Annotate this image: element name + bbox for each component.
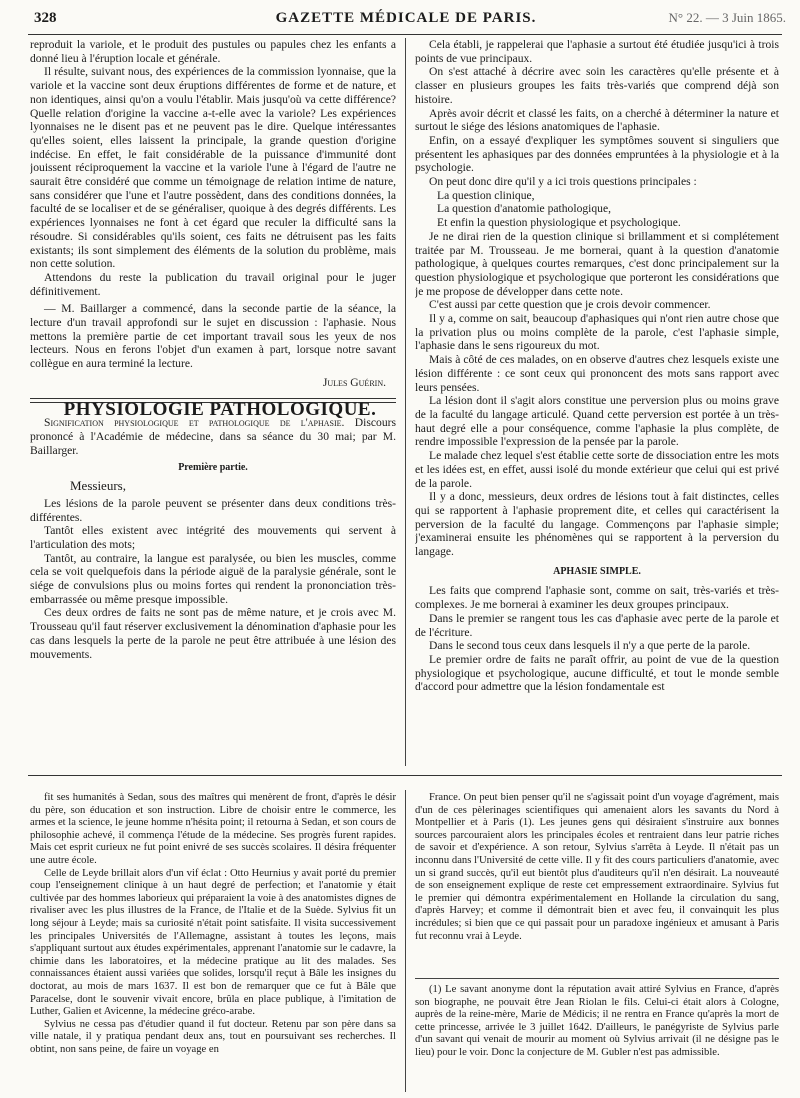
paragraph: Celle de Leyde brillait alors d'un vif éclat : Otto Heurnius y avait porté du premier coup l'enseignement clinique à un haut degré de perfection; et l'anatomie y était cultivée par des hommes laborieux qui préparaient la voie à des anatomistes dignes de rivaliser avec les plus illustres de la France, de l'Italie et de la Suède. Sylvius fit un long séjour à Leyde; mais sa curiosité n'était point satisfaite. Il visita successivement les principales Universités de l'Allemagne, assistant à toutes les leçons, mais s'appliquant surtout aux études expérimentales, apprenant l'anatomie sur le cadavre, la chimie dans les laboratoires, et la médecine pratique au lit des malades. Ses connaissances étaient aussi variées que solides, lorsqu'il reçut à Bâle les insignes du doctorat, au mois de mars 1637. Il est bon de remarquer que ce fut à Bâle que Paracelse, dont le souvenir vivait encore, brûla en place publique, à l'imitation de Luther, Galien et Avicenne, la médecine gréco-arabe. bbox=[30, 867, 396, 1018]
paragraph: Attendons du reste la publication du travail original pour le juger définitivement. bbox=[30, 270, 396, 298]
paragraph: Le premier ordre de faits ne paraît offrir, au point de vue de la question physiologique et psychologique, aucune difficulté, et tout le monde semble d'accord pour admettre que la lésion fondamentale est bbox=[415, 652, 779, 694]
paragraph: Le malade chez lequel s'est établie cette sorte de dissociation entre les mots et les idées est, en effet, aussi isolé du monde extérieur que celui qui est privé de la parole. bbox=[415, 449, 779, 490]
salutation: Messieurs, bbox=[70, 478, 126, 494]
column-rule bbox=[405, 38, 406, 766]
article-heading bbox=[30, 416, 396, 457]
paragraph: Il y a, comme on sait, beaucoup d'aphasiques qui n'ont rien autre chose que la privation plus ou moins complète de la parole, c'est l'aphasie simple, l'aphasie dans le sens rigoureux du mot. bbox=[415, 312, 779, 353]
column-rule bbox=[405, 790, 406, 1092]
paragraph: C'est aussi par cette question que je crois devoir commencer. bbox=[429, 298, 711, 312]
left-column bbox=[30, 38, 396, 766]
paragraph: fit ses humanités à Sedan, sous des maîtres qui menèrent de front, d'après le désir du père, son éducation et son instruction. Libre de choisir entre le commerce, les armes et la science, le jeune homme n'hésita point; il retourna à Sedan, et son cours de philosophie achevé, il commença l'étude de la médecine. Ses progrès furent rapides. Mais cet esprit curieux ne fut point enivré de ses succès scolaires. Il désira fréquenter une autre école. bbox=[30, 792, 396, 866]
paragraph: La lésion dont il s'agit alors constitue une perversion plus ou moins grave de la faculté du langage articulé. Quand cette perversion est portée à un très-haut degré elle a pour conséquence, comme l'aphasie la plus complète, de rendre impossible l'expression de la pensée par la parole. bbox=[415, 394, 779, 449]
paragraph: France. On peut bien penser qu'il ne s'agissait point d'un voyage d'agrément, mais d'un de ces pèlerinages scientifiques qui amenaient alors les savants du Nord à Montpellier et à Paris (1). Les jeunes gens qui désiraient s'instruire aux bonnes sources parcouraient alors les principales écoles et rentraient dans leur patrie riches de savoir et d'expérience. A son retour, Sylvius s'arrêta à Leyde. Il n'était pas un inconnu dans l'Université de cette ville. Il y fit des cours particuliers d'anatomie, avec un si grand succès, qu'il eut bientôt plus d'auditeurs qu'il n'en désirait. La nouveauté de son enseignement explique de reste cet empressement extraordinaire. Sylvius fut le premier qui démontra expérimentalement en Hollande la circulation du sang, d'après Harvey; et comme il démontrait bien et avec feu, il convainquit les plus incrédules; si bien que ce qui passait pour un paradoxe ingénieux et amusant à Paris fut reconnu vrai à Leyde. bbox=[415, 792, 779, 942]
page-header bbox=[26, 6, 786, 32]
paragraph: On peut donc dire qu'il y a ici trois questions principales : bbox=[429, 175, 697, 189]
feuilleton-rule bbox=[28, 775, 782, 776]
article-title: Signification physiologique et pathologique de l'aphasie. bbox=[44, 416, 345, 430]
paragraph: Enfin, on a essayé d'expliquer les symptômes souvent si singuliers que présentent les aphasiques par des données empruntées à la physiologie et à la psychologie. bbox=[415, 133, 779, 175]
paragraph: On s'est attaché à décrire avec soin les caractères qu'elle présente et à classer en plusieurs groupes les faits très-variés que comprend déjà son histoire. bbox=[415, 65, 779, 106]
footnote bbox=[415, 984, 779, 1092]
paragraph: reproduit la variole, et le produit des pustules ou papules chez les enfants a donné lieu à l'éruption locale et générale. bbox=[30, 38, 396, 65]
feuilleton-left-column bbox=[30, 792, 396, 1092]
footnote-rule bbox=[415, 978, 779, 979]
paragraph: Les lésions de la parole peuvent se présenter dans deux conditions très-différentes. bbox=[30, 496, 396, 524]
paragraph: Mais à côté de ces malades, on en observe d'autres chez lesquels existe une lésion différente : ce sont ceux qui prononcent des mots sans rapport avec leurs pensées. bbox=[415, 353, 779, 394]
paragraph: Ces deux ordres de faits ne sont pas de même nature, et je crois avec M. Trousseau qu'il faut réserver exclusivement la dénomination d'aphasie pour les cas dans lesquels la perte de la parole ne peut être attribuée à une lésion des mouvements. bbox=[30, 606, 396, 661]
header-rule bbox=[28, 34, 782, 35]
paragraph: Sylvius ne cessa pas d'étudier quand il fut docteur. Retenu par son père dans sa ville natale, il y pratiqua pendant deux ans, tout en poursuivant ses recherches. Il obtint, non sans peine, de faire un voyage en bbox=[30, 1018, 396, 1055]
paragraph: Après avoir décrit et classé les faits, on a cherché à déterminer la nature et surtout le siége des lésions anatomiques de l'aphasie. bbox=[415, 106, 779, 134]
paragraph: Dans le premier se rangent tous les cas d'aphasie avec perte de la parole et de l'écriture. bbox=[415, 611, 779, 639]
paragraph: Dans le second tous ceux dans lesquels il n'y a que perte de la parole. bbox=[429, 639, 751, 653]
paragraph: Il y a donc, messieurs, deux ordres de lésions tout à fait distinctes, celles qui se rapportent à l'aphasie proprement dite, et celles qui caractérisent la perversion de la faculté du langage. Commençons par l'aphasie simple; j'examinerai ensuite les phénomènes qui se rapportent à la perversion du langage. bbox=[415, 490, 779, 559]
paragraph: Tantôt elles existent avec intégrité des mouvements qui servent à l'articulation des mots; bbox=[30, 524, 396, 551]
footnote-text: (1) Le savant anonyme dont la réputation avait attiré Sylvius en France, d'après son biographe, ne pouvait être Jean Riolan le fils. Celui-ci était alors à Cologne, auprès de la reine-mère, Marie de Médicis; il ne rentra en France qu'après la mort de cette princesse, arrivée le 3 juillet 1642. D'ailleurs, le panégyriste de Sylvius parle d'un savant qui venait de mourir au moment où Sylvius arrivait (il ne désigne pas le lieu) pour le voir. Donc la conjecture de M. Gubler n'est pas admissible. bbox=[415, 984, 779, 1058]
list-item: Et enfin la question physiologique et psychologique. bbox=[437, 216, 681, 230]
section-title: PHYSIOLOGIE PATHOLOGIQUE. bbox=[63, 398, 377, 420]
list-item: La question clinique, bbox=[437, 188, 535, 202]
subsection-title: APHASIE SIMPLE. bbox=[553, 565, 641, 577]
feuilleton-right-column bbox=[415, 792, 779, 970]
paragraph: Je ne dirai rien de la question clinique si brillamment et si complétement traitée par M. Trousseau. Je me bornerai, quant à la question d'anatomie pathologique, à quelques courtes remarques, c'est donc principalement sur la question physiologique et psychologique que porteront les considérations que je me propose de développer dans cette note. bbox=[415, 229, 779, 298]
right-column bbox=[415, 38, 779, 766]
paragraph: Il résulte, suivant nous, des expériences de la commission lyonnaise, que la variole et la vaccine sont deux éruptions différentes de forme et de nature, et non identiques, ainsi qu'on a voulu l'établir. Mais jusqu'où va cette différence? Quelle relation d'origine la vaccine a-t-elle avec la variole? Les expériences lyonnaises ne le disent pas et ne peuvent pas le dire. Quelque intéressantes qu'elles soient, elles laissent la principale, la grande question d'origine indécise. En effet, le fait considérable de la puissance d'immunité dont jouissent réciproquement la vaccine et la variole l'une à l'égard de l'autre ne saurait être considéré que comme un témoignage de relation intime de nature, sans considérer que l'une et l'autre possèdent, dans des conditions données, la faculté de se localiser et de se généraliser, quoique à des degrés différents. Les expériences lyonnaises ne font à cet égard que reculer la difficulté sans la résoudre. Si considérables qu'ils soient, ces faits ne détruisent pas les faits existants; ils sont simplement des éléments de la solution du problème, mais non cette solution. bbox=[30, 65, 396, 271]
article-subtitle: Discours prononcé à l'Académie de médecine, dans sa séance du 30 mai; par M. Baillarger. bbox=[30, 416, 396, 457]
part-label: Première partie. bbox=[178, 462, 248, 474]
journal-title: GAZETTE MÉDICALE DE PARIS. bbox=[275, 10, 537, 26]
paragraph: — M. Baillarger a commencé, dans la seconde partie de la séance, la lecture d'un travail approfondi sur le sujet en discussion : l'aphasie. Nous mettons la première partie de cet important travail sous les yeux de nos lecteurs. Nous en ferons l'objet d'un examen à part, lorsque notre savant collègue en aura terminé la lecture. bbox=[30, 302, 396, 371]
paragraph: Tantôt, au contraire, la langue est paralysée, ou bien les muscles, comme cela se voit quelquefois dans la période aiguë de la paralysie générale, sont le siége de convulsions plus ou moins fortes qui rendent la prononciation très-embarrassée ou même presque impossible. bbox=[30, 551, 396, 606]
issue-date: N° 22. — 3 Juin 1865. bbox=[668, 10, 786, 25]
paragraph: Cela établi, je rappelerai que l'aphasie a surtout été étudiée jusqu'ici à trois points de vue principaux. bbox=[415, 38, 779, 65]
list-item: La question d'anatomie pathologique, bbox=[437, 202, 612, 216]
paragraph: Les faits que comprend l'aphasie sont, comme on sait, très-variés et très-complexes. Je me bornerai à examiner les deux groupes principaux. bbox=[415, 584, 779, 612]
signature: Jules Guérin. bbox=[322, 375, 386, 389]
page-number: 328 bbox=[34, 10, 57, 26]
